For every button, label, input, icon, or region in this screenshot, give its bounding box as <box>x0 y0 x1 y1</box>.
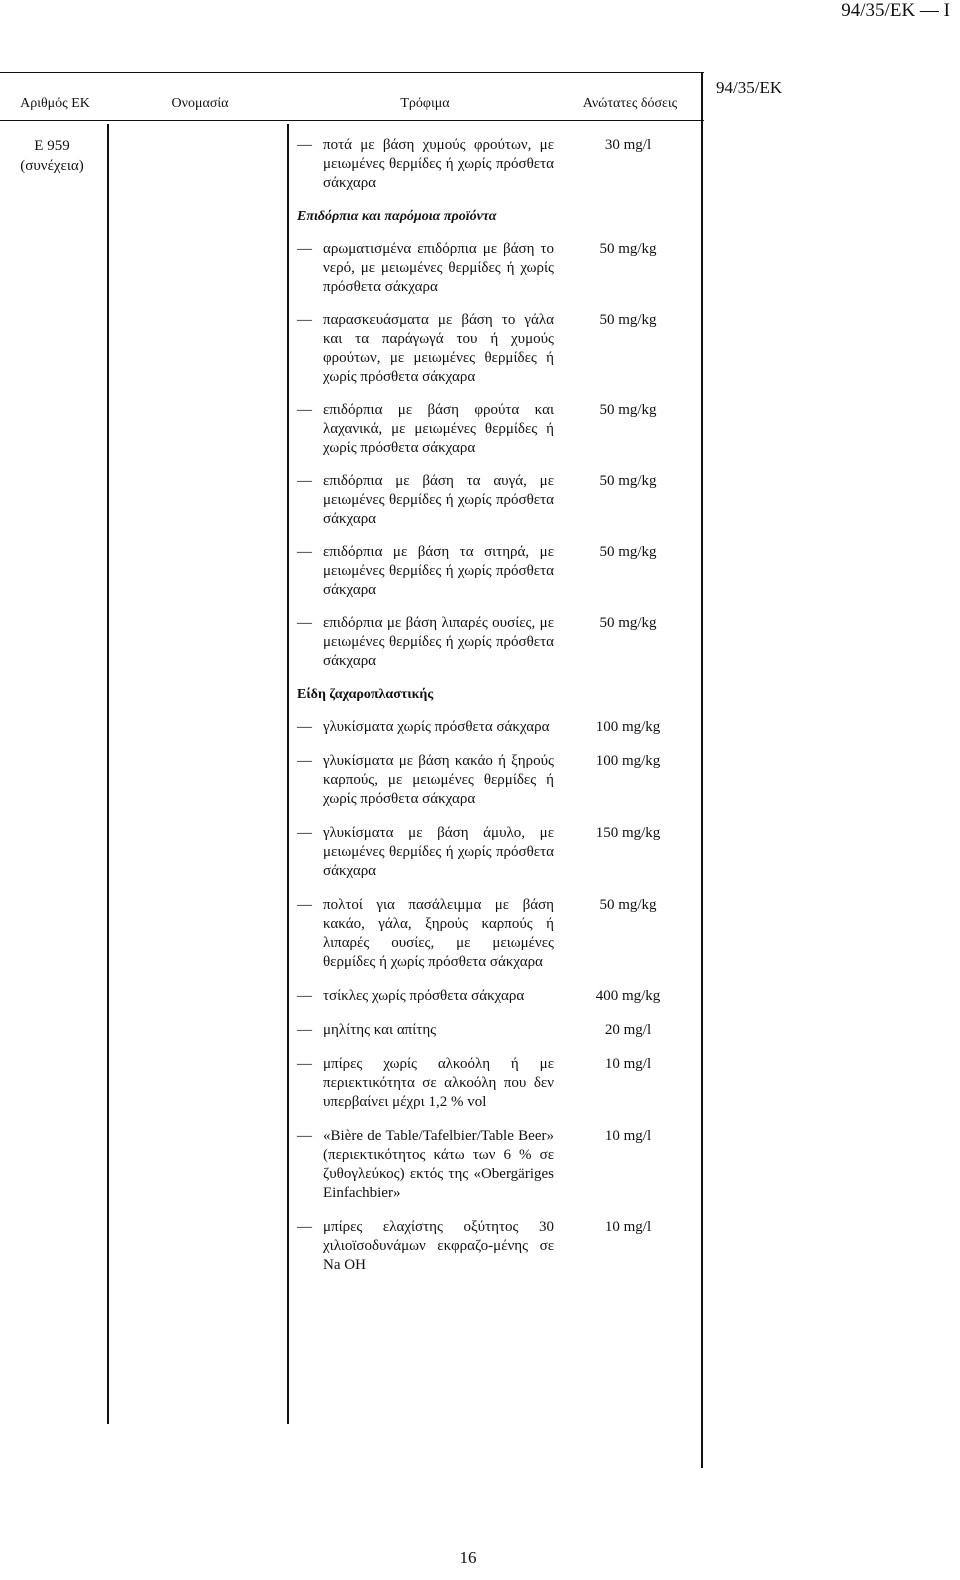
food-entry-row <box>297 1127 697 1203</box>
max-dose-value: 50 mg/kg <box>599 615 657 631</box>
food-description: τσίκλες χωρίς πρόσθετα σάκχαρα <box>323 988 525 1004</box>
category-title: Επιδόρπια και παρόμοια προϊόντα <box>297 209 497 224</box>
food-entry-row <box>297 752 697 809</box>
dash-bullet: — <box>297 615 312 631</box>
header-rule <box>0 72 704 73</box>
max-dose-value: 150 mg/kg <box>595 825 661 841</box>
dash-bullet: — <box>297 719 312 735</box>
directive-side-label: 94/35/ΕΚ <box>716 78 783 97</box>
dash-bullet: — <box>297 1219 312 1235</box>
food-entry-row <box>297 401 697 458</box>
max-dose-value: 50 mg/kg <box>599 402 657 418</box>
food-category-heading <box>297 207 697 226</box>
max-dose-value: 20 mg/l <box>604 1022 652 1038</box>
food-description: επιδόρπια με βάση τα σιτηρά, με μειωμένες θερμίδες ή χωρίς πρόσθετα σάκχαρα <box>323 544 554 598</box>
food-entry-row <box>297 824 697 881</box>
food-description: μπίρες ελαχίστης οξύτητος 30 χιλιοϊσοδυνάμων εκφραζο-μένης σε Na OH <box>323 1219 554 1273</box>
food-description: παρασκευάσματα με βάση το γάλα και τα παράγωγά του ή χυμούς φρούτων, με μειωμένες θερμίδες ή χωρίς πρόσθετα σάκχαρα <box>323 312 554 385</box>
dash-bullet: — <box>297 988 312 1004</box>
continuation-note: (συνέχεια) <box>20 158 84 174</box>
food-description: επιδόρπια με βάση τα αυγά, με μειωμένες θερμίδες ή χωρίς πρόσθετα σάκχαρα <box>323 473 554 527</box>
e-number-cell <box>0 136 104 176</box>
max-dose-value: 50 mg/kg <box>599 544 657 560</box>
food-entry-row <box>297 240 697 297</box>
dash-bullet: — <box>297 312 312 328</box>
dash-bullet: — <box>297 1056 312 1072</box>
max-dose-value: 400 mg/kg <box>595 988 661 1004</box>
max-dose-value: 100 mg/kg <box>595 719 661 735</box>
max-dose-value: 10 mg/l <box>604 1128 652 1144</box>
food-entry-row <box>297 543 697 600</box>
food-description: ποτά με βάση χυμούς φρούτων, με μειωμένες θερμίδες ή χωρίς πρόσθετα σάκχαρα <box>323 137 554 191</box>
dash-bullet: — <box>297 753 312 769</box>
food-entry-row <box>297 987 697 1006</box>
food-entry-row <box>297 1218 697 1275</box>
dash-bullet: — <box>297 544 312 560</box>
dash-bullet: — <box>297 1022 312 1038</box>
column-divider-1 <box>107 124 109 1424</box>
food-category-heading <box>297 685 697 704</box>
food-description: μηλίτης και απίτης <box>323 1022 437 1038</box>
column-header-food: Τρόφιμα <box>400 96 450 111</box>
e-number: Ε 959 <box>34 138 70 154</box>
column-header-rule <box>0 120 704 121</box>
food-entry-row <box>297 896 697 972</box>
food-description: «Bière de Table/Tafelbier/Table Beer» (περιεκτικότητος κάτω των 6 % σε ζυθογλεύκος) εκτός της «Obergäriges Einfachbier» <box>323 1128 554 1201</box>
column-divider-2 <box>287 124 289 1424</box>
max-dose-value: 10 mg/l <box>604 1056 652 1072</box>
max-dose-value: 10 mg/l <box>604 1219 652 1235</box>
column-header-max-dose: Ανώτατες δόσεις <box>582 96 678 111</box>
food-description: επιδόρπια με βάση λιπαρές ουσίες, με μειωμένες θερμίδες ή χωρίς πρόσθετα σάκχαρα <box>323 615 554 669</box>
food-description: επιδόρπια με βάση φρούτα και λαχανικά, με μειωμένες θερμίδες ή χωρίς πρόσθετα σάκχαρα <box>323 402 554 456</box>
food-entry-row <box>297 718 697 737</box>
max-dose-value: 30 mg/l <box>604 137 652 153</box>
food-table-rows <box>297 136 697 1275</box>
page-margin-line <box>701 72 703 1468</box>
dash-bullet: — <box>297 473 312 489</box>
food-entry-row <box>297 136 697 193</box>
food-entry-row <box>297 472 697 529</box>
food-description: αρωματισμένα επιδόρπια με βάση το νερό, με μειωμένες θερμίδες ή χωρίς πρόσθετα σάκχαρα <box>323 241 554 295</box>
page-reference: 94/35/ΕΚ — Ι <box>841 0 950 21</box>
max-dose-value: 50 mg/kg <box>599 897 657 913</box>
column-header-name: Ονομασία <box>171 96 229 111</box>
dash-bullet: — <box>297 825 312 841</box>
max-dose-value: 50 mg/kg <box>599 241 657 257</box>
dash-bullet: — <box>297 1128 312 1144</box>
food-entry-row <box>297 1021 697 1040</box>
food-description: μπίρες χωρίς αλκοόλη ή με περιεκτικότητα σε αλκοόλη που δεν υπερβαίνει μέχρι 1,2 % vol <box>323 1056 554 1110</box>
category-title: Είδη ζαχαροπλαστικής <box>297 687 434 702</box>
dash-bullet: — <box>297 137 312 153</box>
food-entry-row <box>297 311 697 387</box>
dash-bullet: — <box>297 897 312 913</box>
food-entry-row <box>297 1055 697 1112</box>
max-dose-value: 50 mg/kg <box>599 312 657 328</box>
max-dose-value: 50 mg/kg <box>599 473 657 489</box>
column-header-number: Αριθμός ΕΚ <box>20 96 90 111</box>
food-description: πολτοί για πασάλειμμα με βάση κακάο, γάλα, ξηρούς καρπούς ή λιπαρές ουσίες, με μειωμένες θερμίδες ή χωρίς πρόσθετα σάκχαρα <box>323 897 554 970</box>
food-description: γλυκίσματα με βάση άμυλο, με μειωμένες θερμίδες ή χωρίς πρόσθετα σάκχαρα <box>323 825 554 879</box>
food-entry-row <box>297 614 697 671</box>
food-description: γλυκίσματα χωρίς πρόσθετα σάκχαρα <box>323 719 550 735</box>
max-dose-value: 100 mg/kg <box>595 753 661 769</box>
dash-bullet: — <box>297 241 312 257</box>
page-number: 16 <box>459 1548 477 1567</box>
dash-bullet: — <box>297 402 312 418</box>
food-description: γλυκίσματα με βάση κακάο ή ξηρούς καρπούς, με μειωμένες θερμίδες ή χωρίς πρόσθετα σάκχαρα <box>323 753 554 807</box>
